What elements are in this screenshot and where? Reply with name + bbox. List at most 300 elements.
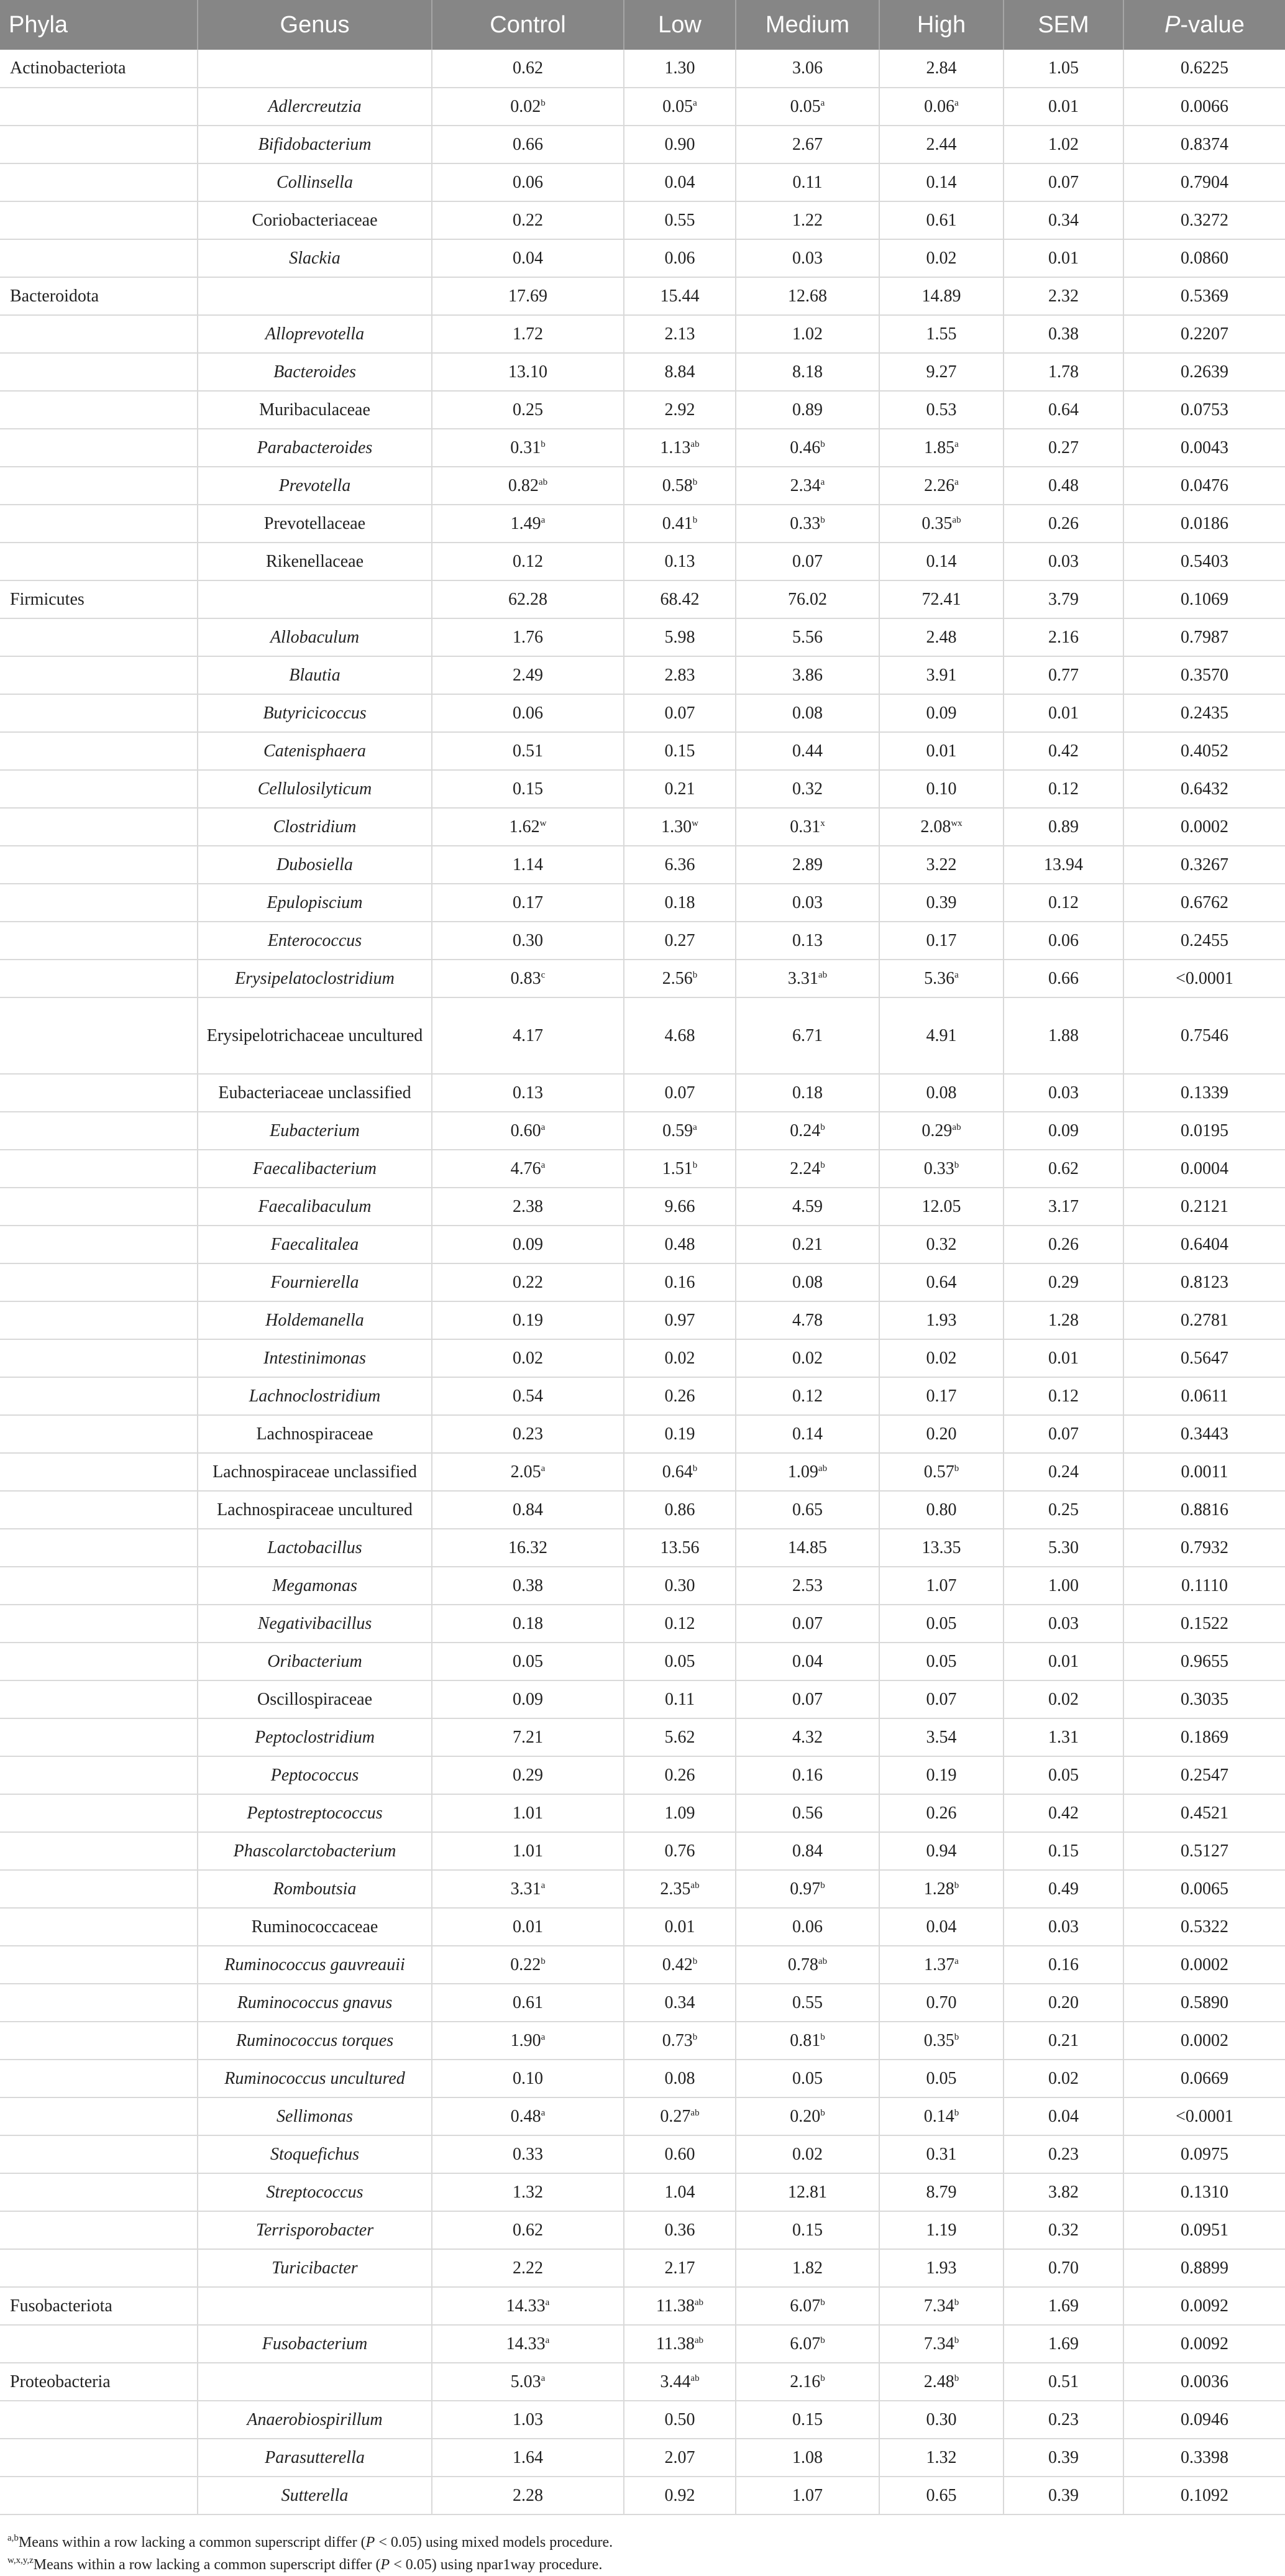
table-row xyxy=(0,1263,1285,1301)
high-cell xyxy=(879,1377,1004,1415)
genus-cell: Adlercreutzia xyxy=(198,88,432,126)
medium-value: 0.02 xyxy=(792,1348,823,1368)
low-cell xyxy=(624,580,736,618)
sem-cell: 0.01 xyxy=(1004,1643,1123,1680)
control-value: 4.17 xyxy=(513,1025,543,1045)
high-value: 0.06 xyxy=(924,96,955,116)
genus-cell: Turicibacter xyxy=(198,2249,432,2287)
low-superscript: ab xyxy=(690,1880,700,1891)
high-cell xyxy=(879,1263,1004,1301)
control-superscript: a xyxy=(541,515,546,525)
medium-value: 0.03 xyxy=(792,248,823,268)
p-value-cell: 0.2639 xyxy=(1123,353,1285,391)
control-value: 1.72 xyxy=(513,324,543,344)
sem-cell: 0.62 xyxy=(1004,1150,1123,1188)
p-value-cell: 0.5369 xyxy=(1123,277,1285,315)
p-value-cell: 0.3267 xyxy=(1123,846,1285,884)
p-value-cell: 0.6762 xyxy=(1123,884,1285,922)
p-value-cell: 0.8899 xyxy=(1123,2249,1285,2287)
sem-cell: 1.69 xyxy=(1004,2325,1123,2363)
control-cell xyxy=(432,88,624,126)
high-value: 3.91 xyxy=(926,665,957,685)
medium-cell xyxy=(736,732,879,770)
genus-cell: Faecalibacterium xyxy=(198,1150,432,1188)
control-cell xyxy=(432,1946,624,1984)
high-cell xyxy=(879,1226,1004,1263)
low-cell xyxy=(624,2135,736,2173)
control-cell xyxy=(432,467,624,505)
phyla-cell xyxy=(0,391,198,429)
high-cell xyxy=(879,922,1004,960)
control-value: 0.30 xyxy=(513,930,543,950)
table-row xyxy=(0,353,1285,391)
p-value-cell: 0.0476 xyxy=(1123,467,1285,505)
high-superscript: b xyxy=(954,2032,959,2042)
control-value: 17.69 xyxy=(508,286,547,306)
genus-cell: Lactobacillus xyxy=(198,1529,432,1567)
control-cell xyxy=(432,1339,624,1377)
low-value: 4.68 xyxy=(664,1025,695,1045)
medium-value: 1.07 xyxy=(792,2485,823,2505)
high-value: 2.44 xyxy=(926,134,957,154)
table-row xyxy=(0,201,1285,239)
medium-value: 4.59 xyxy=(792,1196,823,1216)
control-cell xyxy=(432,1529,624,1567)
p-value-cell: 0.0611 xyxy=(1123,1377,1285,1415)
sem-cell: 0.26 xyxy=(1004,1226,1123,1263)
phyla-cell xyxy=(0,429,198,467)
medium-value: 0.05 xyxy=(792,2068,823,2088)
low-superscript: a xyxy=(693,98,697,108)
genus-cell: Eubacteriaceae unclassified xyxy=(198,1074,432,1112)
phyla-cell xyxy=(0,960,198,997)
p-value-cell: 0.0002 xyxy=(1123,1946,1285,1984)
medium-value: 4.32 xyxy=(792,1727,823,1747)
control-value: 62.28 xyxy=(508,589,547,609)
p-value-cell: 0.3570 xyxy=(1123,656,1285,694)
phyla-cell xyxy=(0,1984,198,2022)
genus-cell: Blautia xyxy=(198,656,432,694)
control-cell xyxy=(432,1605,624,1643)
low-value: 13.56 xyxy=(660,1538,700,1557)
table-row xyxy=(0,50,1285,88)
genus-cell: Faecalibaculum xyxy=(198,1188,432,1226)
high-superscript: a xyxy=(954,1956,959,1966)
low-value: 0.76 xyxy=(664,1841,695,1861)
genus-cell: Coriobacteriaceae xyxy=(198,201,432,239)
medium-value: 0.81 xyxy=(790,2030,821,2050)
low-cell xyxy=(624,391,736,429)
medium-value: 0.05 xyxy=(790,96,821,116)
high-value: 2.84 xyxy=(926,58,957,78)
low-value: 11.38 xyxy=(656,2334,695,2354)
sem-cell: 0.07 xyxy=(1004,163,1123,201)
medium-cell xyxy=(736,2060,879,2097)
table-header xyxy=(0,0,1285,50)
phyla-cell xyxy=(0,1643,198,1680)
high-cell xyxy=(879,2173,1004,2211)
control-cell xyxy=(432,1718,624,1756)
table-row xyxy=(0,1908,1285,1946)
medium-cell xyxy=(736,2325,879,2363)
sem-cell: 0.32 xyxy=(1004,2211,1123,2249)
low-cell xyxy=(624,2477,736,2514)
genus-cell: Ruminococcus gnavus xyxy=(198,1984,432,2022)
control-superscript: a xyxy=(541,2107,546,2118)
control-value: 0.48 xyxy=(510,2106,541,2126)
control-value: 0.22 xyxy=(513,210,543,230)
high-value: 0.30 xyxy=(926,2409,957,2429)
table-row xyxy=(0,1643,1285,1680)
table-row xyxy=(0,1339,1285,1377)
medium-value: 6.71 xyxy=(792,1025,823,1045)
footnote xyxy=(7,2531,1285,2554)
high-cell xyxy=(879,1188,1004,1226)
medium-cell xyxy=(736,505,879,543)
sem-cell: 0.04 xyxy=(1004,2097,1123,2135)
high-cell xyxy=(879,732,1004,770)
table-row xyxy=(0,2249,1285,2287)
medium-value: 3.31 xyxy=(787,968,818,988)
high-superscript: b xyxy=(954,1880,959,1891)
high-cell xyxy=(879,163,1004,201)
medium-cell xyxy=(736,1870,879,1908)
medium-value: 76.02 xyxy=(788,589,827,609)
high-cell xyxy=(879,2022,1004,2060)
medium-cell xyxy=(736,1339,879,1377)
high-cell xyxy=(879,2249,1004,2287)
medium-value: 0.08 xyxy=(792,1272,823,1292)
low-value: 0.13 xyxy=(664,551,695,571)
table-row xyxy=(0,429,1285,467)
control-value: 0.19 xyxy=(513,1310,543,1330)
p-value-cell: 0.7932 xyxy=(1123,1529,1285,1567)
p-value-cell: 0.7904 xyxy=(1123,163,1285,201)
high-cell xyxy=(879,1908,1004,1946)
medium-value: 0.21 xyxy=(792,1234,823,1254)
medium-cell xyxy=(736,1908,879,1946)
high-value: 1.32 xyxy=(926,2447,957,2467)
control-value: 1.14 xyxy=(513,855,543,874)
genus-cell: Peptococcus xyxy=(198,1756,432,1794)
medium-cell xyxy=(736,201,879,239)
medium-value: 0.11 xyxy=(792,172,823,192)
high-cell xyxy=(879,1339,1004,1377)
table-row xyxy=(0,391,1285,429)
low-value: 0.27 xyxy=(660,2106,691,2126)
sem-cell: 3.82 xyxy=(1004,2173,1123,2211)
control-value: 0.83 xyxy=(510,968,541,988)
phyla-cell xyxy=(0,543,198,580)
high-cell xyxy=(879,2287,1004,2325)
low-value: 68.42 xyxy=(660,589,700,609)
control-cell xyxy=(432,1984,624,2022)
control-value: 0.10 xyxy=(513,2068,543,2088)
low-value: 0.15 xyxy=(664,741,695,761)
medium-cell xyxy=(736,2211,879,2249)
low-cell xyxy=(624,694,736,732)
p-value-cell: 0.0011 xyxy=(1123,1453,1285,1491)
control-cell xyxy=(432,694,624,732)
medium-value: 4.78 xyxy=(792,1310,823,1330)
control-cell xyxy=(432,505,624,543)
high-value: 7.34 xyxy=(923,2334,954,2354)
genus-cell: Sellimonas xyxy=(198,2097,432,2135)
high-value: 2.48 xyxy=(923,2372,954,2391)
table-row xyxy=(0,163,1285,201)
control-cell xyxy=(432,2439,624,2477)
control-value: 0.02 xyxy=(510,96,541,116)
high-cell xyxy=(879,1870,1004,1908)
low-value: 0.05 xyxy=(662,96,693,116)
table-row xyxy=(0,2363,1285,2401)
phyla-cell xyxy=(0,2173,198,2211)
phyla-cell xyxy=(0,88,198,126)
phyla-cell xyxy=(0,163,198,201)
high-value: 0.05 xyxy=(926,2068,957,2088)
sem-cell: 0.01 xyxy=(1004,694,1123,732)
high-cell xyxy=(879,1984,1004,2022)
high-value: 13.35 xyxy=(921,1538,961,1557)
high-cell xyxy=(879,656,1004,694)
medium-value: 0.97 xyxy=(790,1879,821,1899)
control-value: 2.49 xyxy=(513,665,543,685)
control-superscript: b xyxy=(541,439,546,449)
sem-cell: 0.23 xyxy=(1004,2135,1123,2173)
medium-superscript: a xyxy=(820,98,825,108)
high-cell xyxy=(879,543,1004,580)
sem-cell: 0.24 xyxy=(1004,1453,1123,1491)
phyla-cell xyxy=(0,1680,198,1718)
sem-cell: 0.20 xyxy=(1004,1984,1123,2022)
medium-cell xyxy=(736,315,879,353)
phyla-cell xyxy=(0,239,198,277)
high-cell xyxy=(879,391,1004,429)
low-value: 0.60 xyxy=(664,2144,695,2164)
medium-value: 0.14 xyxy=(792,1424,823,1444)
control-value: 1.01 xyxy=(513,1803,543,1823)
medium-cell xyxy=(736,2022,879,2060)
footnote-superscript: w,x,y,z xyxy=(7,2555,34,2565)
low-cell xyxy=(624,1491,736,1529)
phyla-cell xyxy=(0,1150,198,1188)
sem-cell: 0.02 xyxy=(1004,1680,1123,1718)
genus-cell: Butyricicoccus xyxy=(198,694,432,732)
p-value-cell: 0.4521 xyxy=(1123,1794,1285,1832)
sem-cell: 0.42 xyxy=(1004,1794,1123,1832)
control-cell xyxy=(432,2477,624,2514)
p-value-cell: 0.0753 xyxy=(1123,391,1285,429)
medium-cell xyxy=(736,2135,879,2173)
control-cell xyxy=(432,163,624,201)
control-value: 0.09 xyxy=(513,1689,543,1709)
p-value-cell: 0.5890 xyxy=(1123,1984,1285,2022)
genus-cell: Stoquefichus xyxy=(198,2135,432,2173)
control-cell xyxy=(432,353,624,391)
medium-cell xyxy=(736,1301,879,1339)
high-cell xyxy=(879,1718,1004,1756)
sem-cell: 0.12 xyxy=(1004,770,1123,808)
genus-cell xyxy=(198,2363,432,2401)
sem-cell: 0.77 xyxy=(1004,656,1123,694)
genus-cell: Megamonas xyxy=(198,1567,432,1605)
table-row xyxy=(0,1301,1285,1339)
medium-value: 0.04 xyxy=(792,1651,823,1671)
medium-cell xyxy=(736,808,879,846)
phyla-cell xyxy=(0,1870,198,1908)
high-value: 0.80 xyxy=(926,1500,957,1519)
control-cell xyxy=(432,429,624,467)
low-superscript: ab xyxy=(694,2297,704,2308)
medium-cell xyxy=(736,1643,879,1680)
high-value: 1.07 xyxy=(926,1575,957,1595)
low-value: 5.98 xyxy=(664,627,695,647)
sem-cell: 0.66 xyxy=(1004,960,1123,997)
genus-cell: Intestinimonas xyxy=(198,1339,432,1377)
high-value: 0.57 xyxy=(923,1462,954,1482)
genus-cell: Oribacterium xyxy=(198,1643,432,1680)
low-value: 0.59 xyxy=(662,1121,693,1140)
high-value: 0.02 xyxy=(926,248,957,268)
low-value: 0.02 xyxy=(664,1348,695,1368)
high-cell xyxy=(879,997,1004,1074)
control-cell xyxy=(432,2135,624,2173)
medium-cell xyxy=(736,1529,879,1567)
control-superscript: b xyxy=(541,98,546,108)
p-value-cell: 0.1069 xyxy=(1123,580,1285,618)
high-value: 1.55 xyxy=(926,324,957,344)
high-superscript: a xyxy=(954,477,959,487)
control-cell xyxy=(432,1870,624,1908)
table-row xyxy=(0,315,1285,353)
high-value: 0.14 xyxy=(923,2106,954,2126)
control-cell xyxy=(432,1188,624,1226)
medium-cell xyxy=(736,2439,879,2477)
medium-value: 6.07 xyxy=(790,2334,821,2354)
low-value: 0.18 xyxy=(664,892,695,912)
medium-cell xyxy=(736,960,879,997)
high-cell xyxy=(879,88,1004,126)
phyla-cell xyxy=(0,2211,198,2249)
medium-superscript: b xyxy=(820,515,825,525)
p-value-cell: 0.0065 xyxy=(1123,1870,1285,1908)
genus-cell: Streptococcus xyxy=(198,2173,432,2211)
low-cell xyxy=(624,429,736,467)
medium-superscript: ab xyxy=(818,969,828,980)
medium-cell xyxy=(736,1946,879,1984)
genus-cell: Negativibacillus xyxy=(198,1605,432,1643)
sem-cell: 0.26 xyxy=(1004,505,1123,543)
p-value-cell: <0.0001 xyxy=(1123,2097,1285,2135)
table-row xyxy=(0,126,1285,163)
medium-value: 0.46 xyxy=(790,438,821,457)
genus-cell: Bifidobacterium xyxy=(198,126,432,163)
control-cell xyxy=(432,1377,624,1415)
low-value: 0.34 xyxy=(664,1992,695,2012)
low-cell xyxy=(624,1377,736,1415)
low-cell xyxy=(624,1567,736,1605)
table-row xyxy=(0,2211,1285,2249)
phyla-cell xyxy=(0,2022,198,2060)
low-value: 1.04 xyxy=(664,2182,695,2202)
medium-cell xyxy=(736,277,879,315)
control-value: 2.22 xyxy=(513,2258,543,2278)
low-cell xyxy=(624,1643,736,1680)
medium-cell xyxy=(736,1074,879,1112)
header-p-letter: P xyxy=(1164,11,1181,38)
medium-cell xyxy=(736,353,879,391)
control-superscript: b xyxy=(541,1956,546,1966)
low-cell xyxy=(624,1756,736,1794)
medium-value: 0.02 xyxy=(792,2144,823,2164)
footnote-superscript: a,b xyxy=(7,2533,19,2543)
p-value-cell: 0.3443 xyxy=(1123,1415,1285,1453)
phyla-cell xyxy=(0,1301,198,1339)
medium-cell xyxy=(736,1756,879,1794)
control-value: 0.18 xyxy=(513,1613,543,1633)
genus-cell: Ruminococcus torques xyxy=(198,2022,432,2060)
control-value: 0.12 xyxy=(513,551,543,571)
control-cell xyxy=(432,1756,624,1794)
low-value: 2.35 xyxy=(660,1879,691,1899)
medium-value: 0.24 xyxy=(790,1121,821,1140)
low-value: 2.83 xyxy=(664,665,695,685)
low-value: 0.06 xyxy=(664,248,695,268)
control-cell xyxy=(432,50,624,88)
phyla-cell xyxy=(0,2401,198,2439)
sem-cell: 0.05 xyxy=(1004,1756,1123,1794)
phyla-cell xyxy=(0,1908,198,1946)
sem-cell: 0.39 xyxy=(1004,2477,1123,2514)
sem-cell: 0.29 xyxy=(1004,1263,1123,1301)
medium-value: 12.68 xyxy=(788,286,827,306)
medium-value: 5.56 xyxy=(792,627,823,647)
phyla-cell xyxy=(0,1605,198,1643)
phyla-cell: Bacteroidota xyxy=(0,277,198,315)
high-cell xyxy=(879,2363,1004,2401)
control-value: 0.04 xyxy=(513,248,543,268)
high-value: 0.94 xyxy=(926,1841,957,1861)
medium-value: 0.18 xyxy=(792,1083,823,1102)
control-cell xyxy=(432,1643,624,1680)
low-cell xyxy=(624,2060,736,2097)
phyla-cell xyxy=(0,505,198,543)
high-cell xyxy=(879,1605,1004,1643)
control-value: 0.06 xyxy=(513,172,543,192)
medium-cell xyxy=(736,1263,879,1301)
control-value: 0.22 xyxy=(513,1272,543,1292)
low-value: 2.17 xyxy=(664,2258,695,2278)
low-value: 0.97 xyxy=(664,1310,695,1330)
table-row xyxy=(0,277,1285,315)
high-cell xyxy=(879,1567,1004,1605)
high-value: 0.35 xyxy=(923,2030,954,2050)
control-superscript: a xyxy=(545,2297,550,2308)
p-value-cell: 0.1092 xyxy=(1123,2477,1285,2514)
table-row xyxy=(0,580,1285,618)
genus-cell: Parasutterella xyxy=(198,2439,432,2477)
control-value: 1.03 xyxy=(513,2409,543,2429)
high-cell xyxy=(879,1643,1004,1680)
footnote-text: Means within a row lacking a common superscript differ (P < 0.05) using npar1way procedure. xyxy=(33,2557,603,2573)
sem-cell: 0.16 xyxy=(1004,1946,1123,1984)
sem-cell: 1.69 xyxy=(1004,2287,1123,2325)
phyla-cell: Proteobacteria xyxy=(0,2363,198,2401)
high-cell xyxy=(879,1301,1004,1339)
medium-superscript: a xyxy=(820,477,825,487)
genus-cell: Bacteroides xyxy=(198,353,432,391)
genus-cell: Fournierella xyxy=(198,1263,432,1301)
